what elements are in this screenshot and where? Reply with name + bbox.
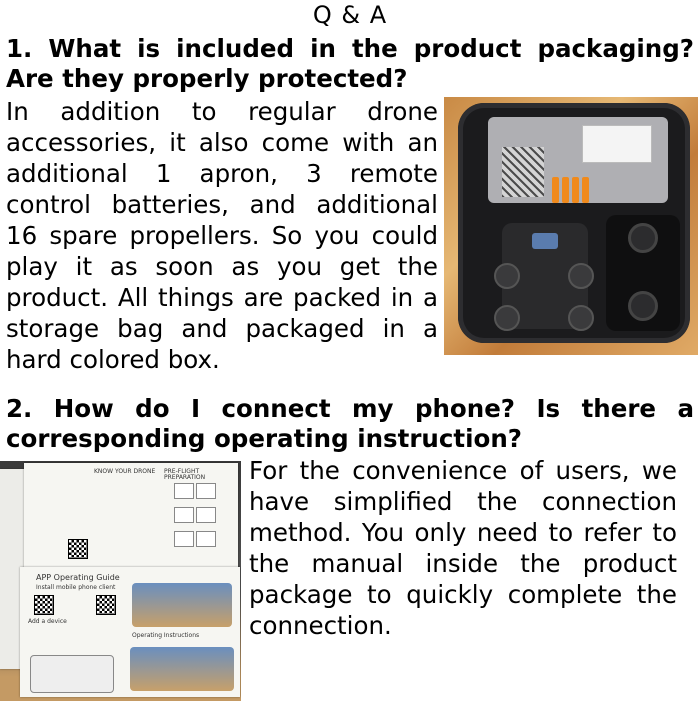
qr-code	[96, 595, 116, 615]
battery	[562, 177, 569, 203]
diagram	[196, 507, 216, 523]
battery	[582, 177, 589, 203]
answer-1: In addition to regular drone accessories, it also come with an additional 1 apron, 3 remote control batteries, and additional 16 spare propellers. So you could play it as soon as you get the product. All things are packed in a storage bag and packaged in a hard colored box.	[6, 97, 438, 374]
drone-camera	[532, 233, 558, 249]
drone	[502, 223, 588, 329]
question-1: 1. What is included in the product packaging? Are they properly protected?	[6, 34, 694, 93]
manual-page-bottom	[20, 567, 240, 697]
manual-photo	[0, 461, 241, 701]
apron-net	[502, 147, 544, 197]
battery	[572, 177, 579, 203]
instruction-card	[582, 125, 652, 163]
left-stick	[628, 223, 658, 253]
drone-motor	[568, 305, 594, 331]
page-title: Q & A	[312, 1, 388, 29]
remote-controller	[606, 215, 680, 331]
answer-2: For the convenience of users, we have simplified the connection method. You only need to refer to the manual inside the product package to quickly complete the connection.	[249, 456, 677, 640]
app-screen	[130, 647, 234, 691]
app-guide-subtitle: Install mobile phone client	[36, 584, 116, 591]
diagram	[196, 483, 216, 499]
diagram	[174, 531, 194, 547]
right-stick	[628, 291, 658, 321]
accessory-bag	[488, 117, 668, 203]
app-screen	[30, 655, 114, 693]
app-guide-heading: APP Operating Guide	[36, 573, 120, 582]
diagram	[174, 483, 194, 499]
question-2: 2. How do I connect my phone? Is there a corresponding operating instruction?	[6, 394, 694, 453]
qr-code	[34, 595, 54, 615]
manual-page-top	[24, 463, 238, 573]
drone-motor	[494, 305, 520, 331]
add-device-heading: Add a device	[28, 618, 67, 625]
app-screen	[132, 583, 232, 627]
qr-code	[68, 539, 88, 559]
drone-motor	[494, 263, 520, 289]
operating-instructions-heading: Operating Instructions	[132, 632, 200, 639]
diagram	[174, 507, 194, 523]
battery	[552, 177, 559, 203]
diagram	[196, 531, 216, 547]
storage-case	[458, 103, 690, 343]
drone-motor	[568, 263, 594, 289]
know-your-drone-heading: KNOW YOUR DRONE	[94, 468, 156, 475]
packaging-photo	[444, 97, 698, 355]
preflight-heading: PRE-FLIGHT PREPARATION	[164, 468, 206, 481]
